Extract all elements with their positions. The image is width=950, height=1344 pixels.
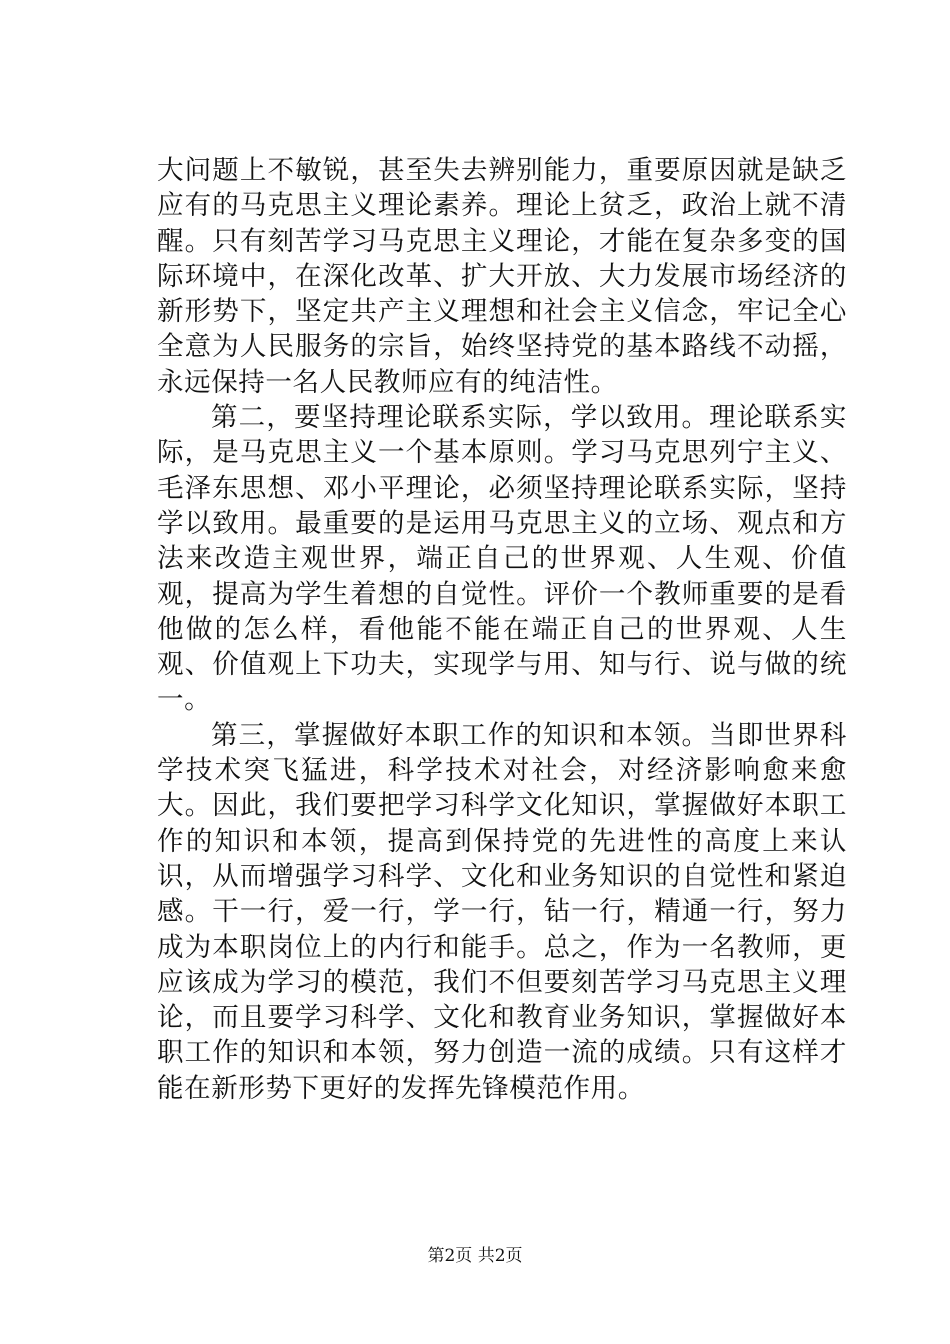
page-number-footer: 第2页 共2页 — [427, 1246, 523, 1266]
paragraph-third-point: 第三，掌握做好本职工作的知识和本领。当即世界科学技术突飞猛进，科学技术对社会，对经济影响愈来愈大。因此，我们要把学习科学文化知识，掌握做好本职工作的知识和本领，提高到保持党的先进性的高度上来认识，从而增强学习科学、文化和业务知识的自觉性和紧迫感。干一行，爱一行，学一行，钻一行，精通一行，努力成为本职岗位上的内行和能手。总之，作为一名教师，更应该成为学习的模范，我们不但要刻苦学习马克思主义理论，而且要学习科学、文化和教育业务知识，掌握做好本职工作的知识和本领，努力创造一流的成绩。只有这样才能在新形势下更好的发挥先锋模范作用。 — [157, 719, 847, 1104]
paragraph-second-point: 第二，要坚持理论联系实际，学以致用。理论联系实际，是马克思主义一个基本原则。学习马克思列宁主义、毛泽东思想、邓小平理论，必须坚持理论联系实际，坚持学以致用。最重要的是运用马克思主义的立场、观点和方法来改造主观世界，端正自己的世界观、人生观、价值观，提高为学生着想的自觉性。评价一个教师重要的是看他做的怎么样，看他能不能在端正自己的世界观、人生观、价值观上下功夫，实现学与用、知与行、说与做的统一。 — [157, 402, 847, 716]
paragraph-continuation: 大问题上不敏锐，甚至失去辨别能力，重要原因就是缺乏应有的马克思主义理论素养。理论上贫乏，政治上就不清醒。只有刻苦学习马克思主义理论，才能在复杂多变的国际环境中，在深化改革、扩大开放、大力发展市场经济的新形势下，坚定共产主义理想和社会主义信念，牢记全心全意为人民服务的宗旨，始终坚持党的基本路线不动摇，永远保持一名人民教师应有的纯洁性。 — [157, 155, 847, 398]
document-body — [157, 153, 847, 1106]
